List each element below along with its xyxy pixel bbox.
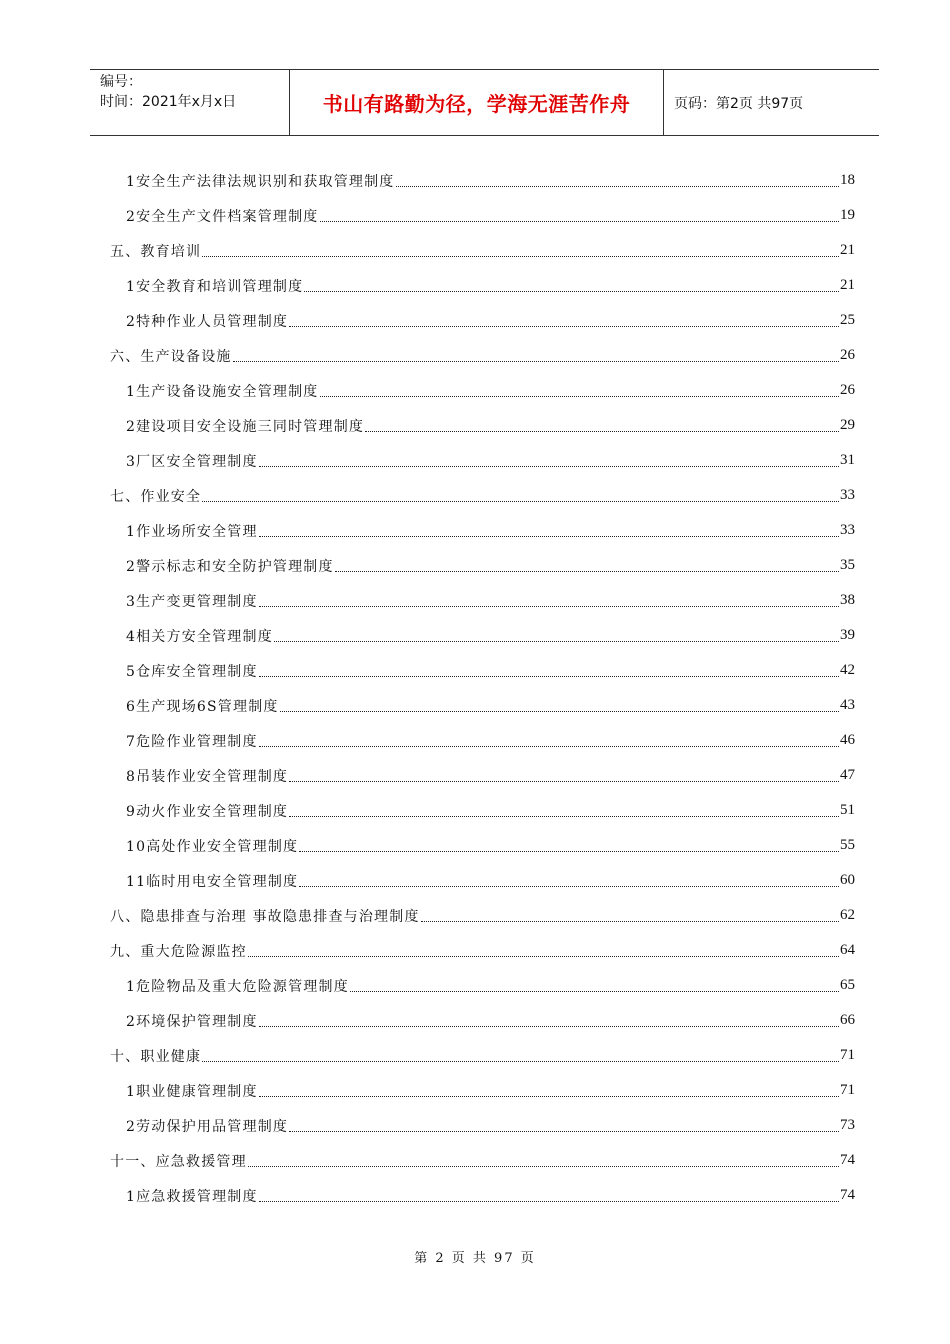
- toc-entry[interactable]: [0, 1003, 950, 1038]
- toc-entry[interactable]: [0, 583, 950, 618]
- toc-entry-title: 五、教育培训: [110, 243, 202, 260]
- toc-leader-dots: [202, 1061, 839, 1062]
- toc-entry[interactable]: [0, 1038, 950, 1073]
- toc-entry-page: 19: [840, 207, 855, 223]
- toc-entry-page: 66: [840, 1012, 855, 1028]
- toc-entry[interactable]: [0, 198, 950, 233]
- toc-leader-dots: [289, 326, 839, 327]
- toc-leader-dots: [259, 606, 839, 607]
- toc-leader-dots: [421, 921, 839, 922]
- toc-entry[interactable]: [0, 898, 950, 933]
- toc-entry-title: 2警示标志和安全防护管理制度: [126, 558, 334, 575]
- toc-entry-page: 38: [840, 592, 855, 608]
- header-page-number: 页码：第2页 共97页: [674, 95, 804, 112]
- toc-entry-page: 62: [840, 907, 855, 923]
- toc-entry-page: 26: [840, 347, 855, 363]
- toc-leader-dots: [396, 186, 839, 187]
- header-meta: [90, 70, 290, 135]
- toc-leader-dots: [320, 221, 839, 222]
- toc-entry[interactable]: [0, 1178, 950, 1213]
- toc-entry-title: 九、重大危险源监控: [110, 943, 247, 960]
- toc-entry-title: 4相关方安全管理制度: [126, 628, 273, 645]
- toc-entry-title: 3厂区安全管理制度: [126, 453, 258, 470]
- toc-entry[interactable]: [0, 863, 950, 898]
- toc-entry-page: 46: [840, 732, 855, 748]
- document-number-label: 编号：: [100, 74, 142, 90]
- toc-entry-title: 2安全生产文件档案管理制度: [126, 208, 319, 225]
- toc-entry[interactable]: [0, 653, 950, 688]
- toc-entry-title: 1职业健康管理制度: [126, 1083, 258, 1100]
- toc-entry-title: 2环境保护管理制度: [126, 1013, 258, 1030]
- toc-entry[interactable]: [0, 163, 950, 198]
- table-of-contents: [0, 163, 950, 1213]
- document-time-label: 时间：2021年x月x日: [100, 94, 237, 110]
- toc-leader-dots: [259, 676, 839, 677]
- toc-entry[interactable]: [0, 968, 950, 1003]
- toc-entry-title: 7危险作业管理制度: [126, 733, 258, 750]
- toc-entry-page: 21: [840, 277, 855, 293]
- toc-entry-title: 2特种作业人员管理制度: [126, 313, 289, 330]
- toc-entry[interactable]: [0, 408, 950, 443]
- toc-entry[interactable]: [0, 338, 950, 373]
- toc-entry-title: 1安全教育和培训管理制度: [126, 278, 304, 295]
- toc-entry[interactable]: [0, 1108, 950, 1143]
- toc-entry-title: 2建设项目安全设施三同时管理制度: [126, 418, 365, 435]
- toc-entry-title: 六、生产设备设施: [110, 348, 232, 365]
- header-slogan: 书山有路勤为径，学海无涯苦作舟: [290, 70, 664, 135]
- toc-entry[interactable]: [0, 303, 950, 338]
- toc-entry-page: 25: [840, 312, 855, 328]
- toc-leader-dots: [259, 746, 839, 747]
- toc-entry[interactable]: [0, 758, 950, 793]
- page-header: [90, 69, 879, 136]
- toc-leader-dots: [289, 781, 839, 782]
- toc-leader-dots: [233, 361, 839, 362]
- toc-entry[interactable]: [0, 723, 950, 758]
- toc-entry-page: 31: [840, 452, 855, 468]
- toc-entry-title: 5仓库安全管理制度: [126, 663, 258, 680]
- toc-entry-page: 74: [840, 1152, 855, 1168]
- toc-entry-page: 39: [840, 627, 855, 643]
- toc-entry[interactable]: [0, 233, 950, 268]
- toc-entry-page: 74: [840, 1187, 855, 1203]
- toc-entry-title: 十一、应急救援管理: [110, 1153, 247, 1170]
- toc-entry[interactable]: [0, 688, 950, 723]
- toc-leader-dots: [304, 291, 839, 292]
- toc-leader-dots: [274, 641, 839, 642]
- toc-entry-title: 3生产变更管理制度: [126, 593, 258, 610]
- toc-entry-page: 18: [840, 172, 855, 188]
- toc-entry-title: 11临时用电安全管理制度: [126, 873, 299, 890]
- toc-entry-page: 43: [840, 697, 855, 713]
- toc-entry-title: 1应急救援管理制度: [126, 1188, 258, 1205]
- toc-leader-dots: [299, 851, 839, 852]
- toc-entry[interactable]: [0, 548, 950, 583]
- toc-entry-title: 1危险物品及重大危险源管理制度: [126, 978, 349, 995]
- toc-leader-dots: [259, 1201, 839, 1202]
- toc-entry[interactable]: [0, 513, 950, 548]
- toc-entry-page: 47: [840, 767, 855, 783]
- toc-entry-title: 十、职业健康: [110, 1048, 202, 1065]
- toc-leader-dots: [365, 431, 839, 432]
- toc-leader-dots: [299, 886, 839, 887]
- toc-entry-page: 21: [840, 242, 855, 258]
- toc-entry-page: 33: [840, 487, 855, 503]
- toc-entry-page: 33: [840, 522, 855, 538]
- toc-leader-dots: [202, 256, 839, 257]
- toc-leader-dots: [248, 956, 839, 957]
- toc-entry-title: 8吊装作业安全管理制度: [126, 768, 289, 785]
- toc-entry-title: 1作业场所安全管理: [126, 523, 258, 540]
- toc-entry-title: 2劳动保护用品管理制度: [126, 1118, 289, 1135]
- toc-entry-title: 10高处作业安全管理制度: [126, 838, 299, 855]
- toc-entry-page: 55: [840, 837, 855, 853]
- toc-entry[interactable]: [0, 618, 950, 653]
- toc-entry[interactable]: [0, 478, 950, 513]
- toc-entry-page: 51: [840, 802, 855, 818]
- toc-leader-dots: [248, 1166, 839, 1167]
- toc-entry-page: 71: [840, 1047, 855, 1063]
- toc-entry-page: 42: [840, 662, 855, 678]
- toc-leader-dots: [289, 816, 839, 817]
- toc-entry-page: 73: [840, 1117, 855, 1133]
- toc-leader-dots: [350, 991, 839, 992]
- toc-entry[interactable]: [0, 268, 950, 303]
- toc-entry-page: 29: [840, 417, 855, 433]
- toc-entry[interactable]: [0, 828, 950, 863]
- toc-entry-title: 1安全生产法律法规识别和获取管理制度: [126, 173, 395, 190]
- toc-entry-title: 9动火作业安全管理制度: [126, 803, 289, 820]
- toc-entry-title: 1生产设备设施安全管理制度: [126, 383, 319, 400]
- toc-entry-title: 七、作业安全: [110, 488, 202, 505]
- toc-entry-page: 65: [840, 977, 855, 993]
- toc-leader-dots: [289, 1131, 839, 1132]
- toc-leader-dots: [259, 536, 839, 537]
- toc-entry[interactable]: [0, 1073, 950, 1108]
- toc-entry[interactable]: [0, 373, 950, 408]
- toc-leader-dots: [259, 466, 839, 467]
- toc-entry-page: 71: [840, 1082, 855, 1098]
- toc-entry[interactable]: [0, 933, 950, 968]
- toc-entry-page: 60: [840, 872, 855, 888]
- toc-leader-dots: [335, 571, 839, 572]
- toc-entry[interactable]: [0, 443, 950, 478]
- toc-leader-dots: [280, 711, 839, 712]
- page-footer: 第 2 页 共 97 页: [414, 1251, 536, 1266]
- toc-entry-title: 6生产现场6S管理制度: [126, 698, 279, 715]
- toc-leader-dots: [259, 1096, 839, 1097]
- toc-leader-dots: [259, 1026, 839, 1027]
- toc-entry[interactable]: [0, 1143, 950, 1178]
- toc-entry-page: 64: [840, 942, 855, 958]
- toc-entry-page: 26: [840, 382, 855, 398]
- toc-entry-page: 35: [840, 557, 855, 573]
- toc-leader-dots: [202, 501, 839, 502]
- toc-entry-title: 八、隐患排查与治理 事故隐患排查与治理制度: [110, 908, 420, 925]
- toc-leader-dots: [320, 396, 839, 397]
- toc-entry[interactable]: [0, 793, 950, 828]
